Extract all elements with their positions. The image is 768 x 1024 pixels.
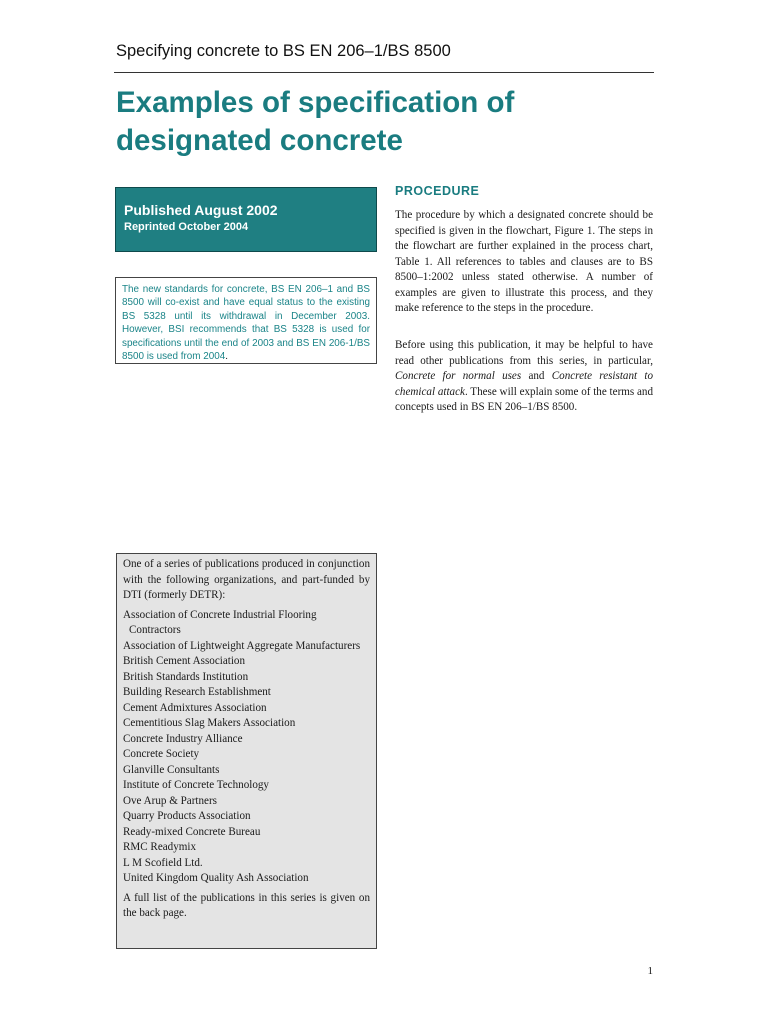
standards-notice-text: The new standards for concrete, BS EN 206–1 and BS 8500 will co-exist and have equal status to the existing BS 5328 until its withdrawal in December 2003. However, BSI recommends that BS 5328 is used for specifications until the end of 2003 and BS EN 206-1/BS 8500 is used from 2004 — [122, 284, 370, 363]
reprinted-date: Reprinted October 2004 — [124, 221, 249, 233]
partner-organization-item: Institute of Concrete Technology — [123, 779, 269, 791]
publication-title-normal-uses: Concrete for normal uses — [395, 370, 522, 382]
partner-organization-item: Ove Arup & Partners — [123, 794, 217, 807]
partner-organization-item: Building Research Establishment — [123, 686, 271, 698]
paragraph-2-and: and — [528, 370, 545, 382]
partner-organization-item: Glanville Consultants — [123, 763, 220, 776]
header-rule — [114, 72, 654, 73]
procedure-paragraph-1: The procedure by which a designated concrete should be specified is given in the flowchart, Figure 1. The steps in the flowchart are further explained in the process chart, Table 1. All references to tables and clauses are to BS 8500–1:2002 unless stated otherwise. A number of examples are given to illustrate this process, and they make reference to the steps in the procedure. — [395, 209, 653, 314]
document-title-line-2: designated concrete — [116, 124, 403, 157]
partner-organization-item: British Cement Association — [123, 655, 246, 667]
partner-organizations-box — [116, 553, 377, 949]
page-number: 1 — [647, 965, 653, 977]
partner-organization-item: Concrete Society — [123, 748, 200, 760]
procedure-paragraph-2 — [395, 338, 653, 416]
partner-organization-item: United Kingdom Quality Ash Association — [123, 872, 309, 884]
partner-organization-item: Quarry Products Association — [123, 810, 251, 822]
partner-organization-item: Association of Lightweight Aggregate Manufacturers — [123, 639, 361, 652]
procedure-heading: PROCEDURE — [395, 184, 480, 198]
paragraph-2-end: . These will explain some of the terms and concepts used in BS EN 206–1/BS 8500. — [395, 385, 654, 413]
running-header: Specifying concrete to BS EN 206–1/BS 8500 — [116, 42, 451, 60]
paragraph-2-intro: Before using this publication, it may be helpful to have read other publications from this series, in particular, — [395, 339, 653, 367]
partner-organization-item: British Standards Institution — [123, 670, 249, 683]
document-title — [116, 84, 656, 160]
publication-title-chemical-attack: Concrete resistant to chemical attack — [395, 370, 653, 398]
document-title-line-1: Examples of specification of — [116, 86, 515, 119]
partner-organization-item: L M Scofield Ltd. — [123, 856, 203, 869]
partner-organizations-list — [123, 608, 370, 887]
partner-organization-item: RMC Readymix — [123, 841, 197, 853]
standards-notice-box — [115, 277, 377, 364]
partners-footer: A full list of the publications in this series is given on the back page. — [123, 891, 370, 919]
publication-info-box — [115, 187, 377, 252]
partner-organization-item: Association of Concrete Industrial Flooring Contractors — [123, 608, 317, 636]
partner-organization-item: Cementitious Slag Makers Association — [123, 717, 296, 729]
partner-organization-item: Ready-mixed Concrete Bureau — [123, 825, 261, 838]
partner-organization-item: Cement Admixtures Association — [123, 701, 267, 714]
partner-organization-item: Concrete Industry Alliance — [123, 732, 243, 745]
partners-intro: One of a series of publications produced in conjunction with the following organizations, and part-funded by DTI (formerly DETR): — [123, 558, 370, 601]
published-date: Published August 2002 — [124, 202, 278, 218]
standards-notice-period: . — [225, 351, 228, 363]
